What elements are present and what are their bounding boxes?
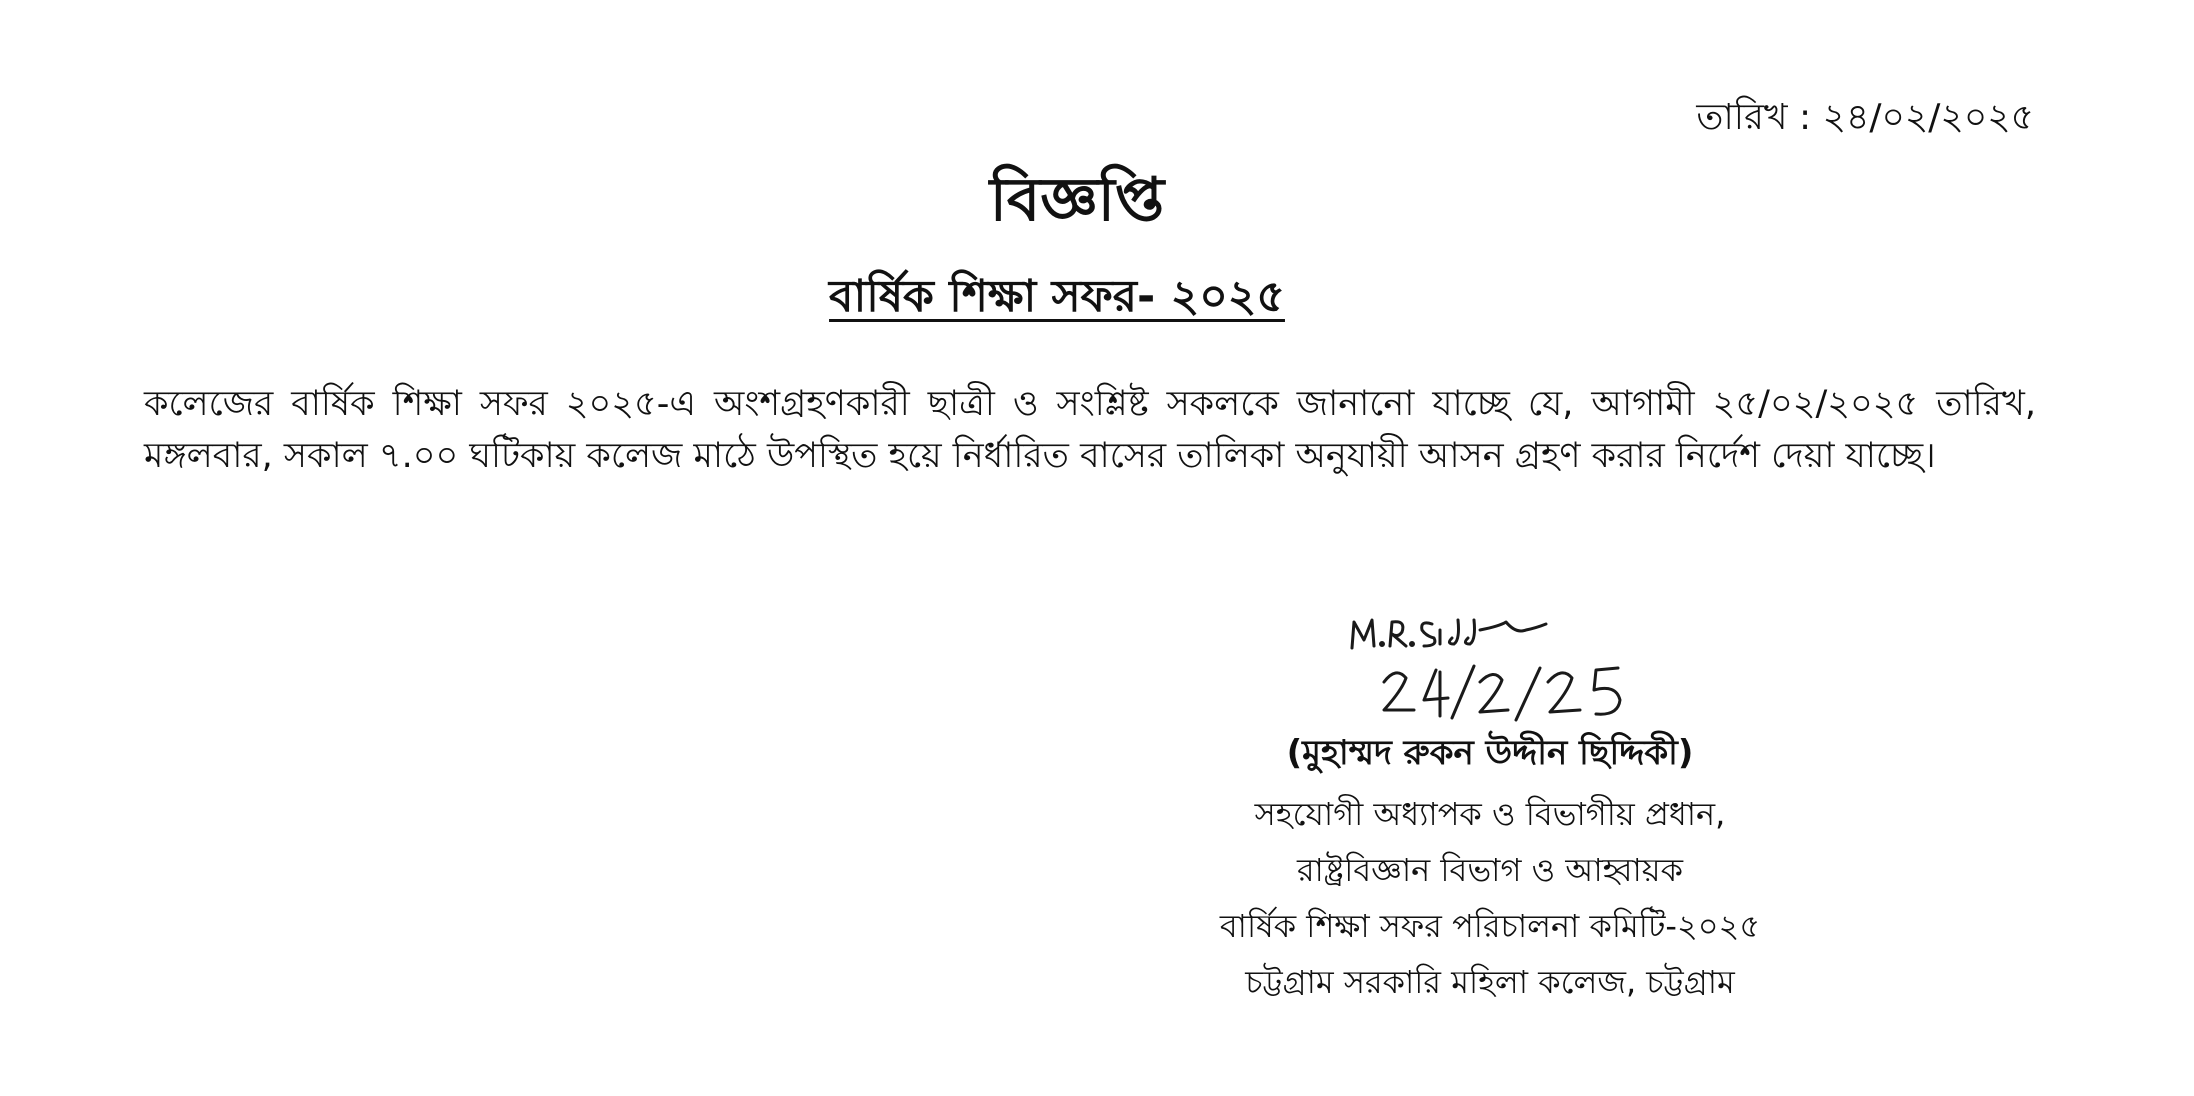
notice-title: বিজ্ঞপ্তি	[989, 165, 1165, 235]
designation-line: সহযোগী অধ্যাপক ও বিভাগীয় প্রধান,	[1254, 795, 1726, 833]
signature-block	[1120, 600, 1860, 1020]
signatory-name: (মুহাম্মদ রুকন উদ্দীন ছিদ্দিকী)	[1286, 733, 1694, 773]
notice-body-paragraph: কলেজের বার্ষিক শিক্ষা সফর ২০২৫-এ অংশগ্রহণকারী ছাত্রী ও সংশ্লিষ্ট সকলকে জানানো যাচ্ছে যে, আগামী ২৫/০২/২০২৫ তারিখ, মঙ্গলবার, সকাল ৭.০০ ঘটিকায় কলেজ মাঠে উপস্থিত হয়ে নির্ধারিত বাসের তালিকা অনুযায়ী আসন গ্রহণ করার নির্দেশ দেয়া যাচ্ছে।	[144, 384, 2036, 476]
notice-subtitle-wrap	[0, 268, 2154, 326]
signatory-designation	[1120, 786, 1860, 1010]
designation-line: বার্ষিক শিক্ষা সফর পরিচালনা কমিটি-২০২৫	[1219, 907, 1761, 945]
notice-date: তারিখ : ২৪/০২/২০২৫	[1696, 97, 2034, 138]
notice-body	[144, 378, 2036, 482]
handwritten-signature	[1340, 600, 1660, 730]
designation-line: রাষ্ট্রবিজ্ঞান বিভাগ ও আহ্বায়ক	[1296, 851, 1684, 889]
signature-drawing	[1340, 600, 1660, 730]
notice-subtitle: বার্ষিক শিক্ষা সফর- ২০২৫	[829, 271, 1285, 322]
designation-line: চট্টগ্রাম সরকারি মহিলা কলেজ, চট্টগ্রাম	[1245, 963, 1735, 1001]
